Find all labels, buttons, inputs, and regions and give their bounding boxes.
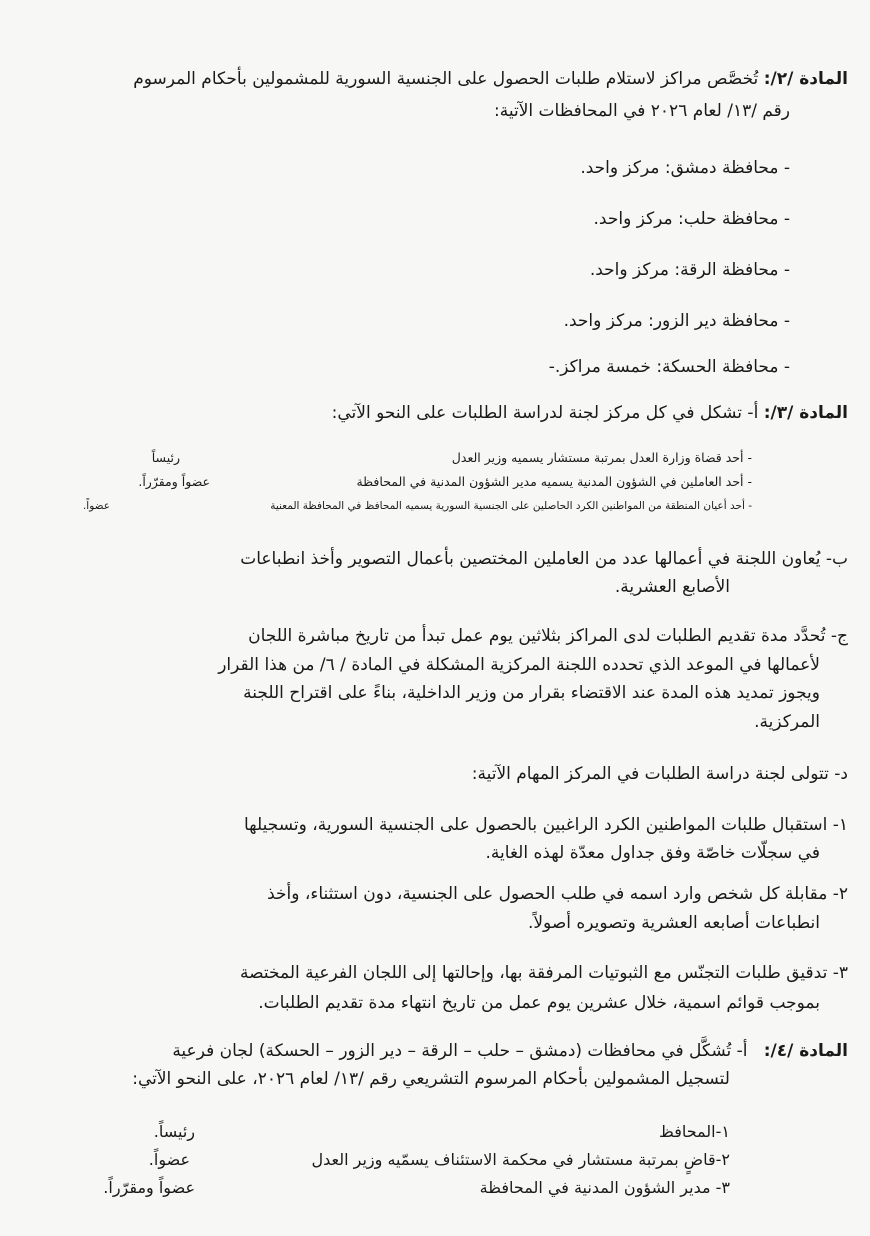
article-2-line-2: رقم /١٣/ لعام ٢٠٢٦ في المحافظات الآتية: — [494, 101, 790, 121]
article-4-heading: المادة /٤/: — [763, 1041, 848, 1061]
governorate-item: - محافظة دمشق: مركز واحد. — [580, 158, 790, 178]
committee-member-role: عضواً. — [82, 500, 110, 512]
article-3-clause-c-line-4: المركزية. — [754, 712, 820, 732]
subcommittee-member-role: رئيساً. — [153, 1122, 195, 1141]
subcommittee-member-text: ١-المحافظ — [659, 1122, 730, 1141]
task-3-line-1: ٣- تدقيق طلبات التجنّس مع الثبوتيات المرفقة بها، وإحالتها إلى اللجان الفرعية المختصة — [240, 963, 848, 983]
article-2-heading: المادة /٢/: — [763, 69, 848, 89]
article-3-clause-b-line-1: ب- يُعاون اللجنة في أعمالها عدد من العاملين المختصين بأعمال التصوير وأخذ انطباعات — [240, 549, 848, 569]
task-1-line-1: ١- استقبال طلبات المواطنين الكرد الراغبين بالحصول على الجنسية السورية، وتسجيلها — [244, 815, 848, 835]
article-3-clause-c-line-1: ج- تُحدَّد مدة تقديم الطلبات لدى المراكز بثلاثين يوم عمل تبدأ من تاريخ مباشرة اللجان — [248, 626, 848, 646]
subcommittee-member-text: ٣- مدير الشؤون المدنية في المحافظة — [479, 1178, 730, 1197]
article-4-text: أ- تُشكَّل في محافظات (دمشق – حلب – الرقة – دير الزور – الحسكة) لجان فرعية — [172, 1041, 748, 1061]
article-2-text: تُخصَّص مراكز لاستلام طلبات الحصول على الجنسية السورية للمشمولين بأحكام المرسوم — [133, 69, 759, 89]
article-3-clause-c-line-2: لأعمالها في الموعد الذي تحدده اللجنة المركزية المشكلة في المادة / ٦/ من هذا القرار — [218, 655, 820, 675]
article-3-heading: المادة /٣/: — [763, 403, 848, 423]
committee-member-role: رئيساً — [151, 450, 180, 465]
task-2-line-1: ٢- مقابلة كل شخص وارد اسمه في طلب الحصول على الجنسية، دون استثناء، وأخذ — [267, 884, 848, 904]
article-4-line-1 — [40, 1040, 848, 1062]
article-2-line-1 — [40, 68, 848, 90]
committee-member-text: - أحد العاملين في الشؤون المدنية يسميه مدير الشؤون المدنية في المحافظة — [356, 474, 752, 489]
governorate-item: - محافظة الحسكة: خمسة مراكز.- — [548, 357, 790, 377]
governorate-item: - محافظة دير الزور: مركز واحد. — [563, 311, 790, 331]
subcommittee-member-text: ٢-قاضٍ بمرتبة مستشار في محكمة الاستئناف يسمّيه وزير العدل — [311, 1150, 730, 1169]
task-3-line-2: بموجب قوائم اسمية، خلال عشرين يوم عمل من تاريخ انتهاء مدة تقديم الطلبات. — [258, 993, 820, 1013]
article-4-line-2: لتسجيل المشمولين بأحكام المرسوم التشريعي رقم /١٣/ لعام ٢٠٢٦، على النحو الآتي: — [132, 1069, 730, 1089]
governorate-item: - محافظة الرقة: مركز واحد. — [589, 260, 790, 280]
article-3-clause-c-line-3: ويجوز تمديد هذه المدة عند الاقتضاء بقرار من وزير الداخلية، بناءً على اقتراح اللجنة — [243, 683, 820, 703]
article-3-line-a — [40, 402, 848, 424]
committee-member-role: عضواً ومقرّراً. — [138, 474, 210, 489]
article-3-clause-b-line-2: الأصابع العشرية. — [614, 577, 730, 597]
committee-member-text: - أحد قضاة وزارة العدل بمرتبة مستشار يسميه وزير العدل — [451, 450, 752, 465]
subcommittee-member-role: عضواً. — [148, 1150, 190, 1169]
article-3-clause-d: د- تتولى لجنة دراسة الطلبات في المركز المهام الآتية: — [471, 764, 848, 784]
committee-member-text: - أحد أعيان المنطقة من المواطنين الكرد الحاصلين على الجنسية السورية يسميه المحافظ في المحافظة المعنية — [270, 500, 752, 512]
governorate-item: - محافظة حلب: مركز واحد. — [593, 209, 790, 229]
task-1-line-2: في سجلّات خاصّة وفق جداول معدّة لهذه الغاية. — [485, 843, 820, 863]
task-2-line-2: انطباعات أصابعه العشرية وتصويره أصولاً. — [527, 913, 820, 933]
subcommittee-member-role: عضواً ومقرّراً. — [103, 1178, 195, 1197]
article-3-clause-a: أ- تشكل في كل مركز لجنة لدراسة الطلبات على النحو الآتي: — [331, 403, 759, 423]
